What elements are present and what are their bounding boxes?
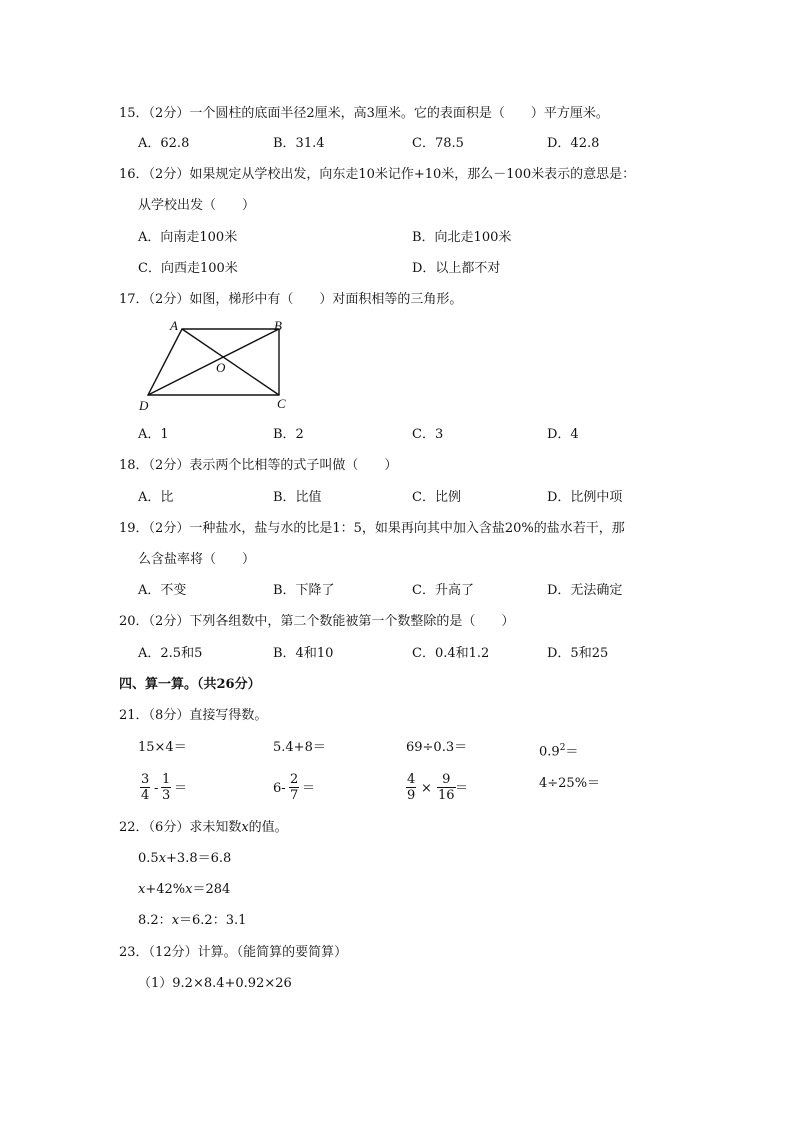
diagonal-ac xyxy=(182,329,279,395)
q21-f2-eq: ＝ xyxy=(302,781,316,796)
trapezoid-figure xyxy=(136,314,296,414)
q21-f4: 4÷25%＝ xyxy=(539,776,601,791)
q21-f3-den: 9 xyxy=(407,788,416,803)
q20-option-d: D．5和25 xyxy=(547,646,609,661)
q22-eq1-b: +3.8＝6.8 xyxy=(166,851,232,866)
diagonal-bd xyxy=(148,329,279,395)
label-a: A xyxy=(170,318,178,333)
q22-eq2-c: ＝284 xyxy=(192,882,231,897)
q21-f3-eq: ＝ xyxy=(455,781,469,796)
label-b: B xyxy=(274,318,282,333)
q15-option-b: B．31.4 xyxy=(273,136,325,151)
q18-option-c: C．比例 xyxy=(412,490,461,505)
q20-option-b: B．4和10 xyxy=(273,646,334,661)
section-heading: 四、算一算。（共26分） xyxy=(119,677,261,692)
q21-item-3: 69÷0.3＝ xyxy=(406,740,468,755)
q17-stem: 17．（2分）如图，梯形中有（ ）对面积相等的三角形。 xyxy=(119,292,463,307)
q21-f2-den: 7 xyxy=(290,788,299,803)
q16-option-b: B．向北走100米 xyxy=(412,230,512,245)
q22-eq3-x: x xyxy=(171,913,180,928)
q22-stem-a: 22．（6分）求未知数 xyxy=(119,820,242,835)
q21-f1-den: 4 xyxy=(141,788,150,803)
q22-eq2-x1: x xyxy=(138,882,146,897)
q21-f3-den2: 16 xyxy=(438,788,455,803)
q17-option-c: C．3 xyxy=(412,427,444,442)
q22-stem-x: x xyxy=(241,820,249,835)
q18-option-a: A．比 xyxy=(138,490,174,505)
q21-item-1: 15×4＝ xyxy=(138,740,187,755)
label-d: D xyxy=(139,398,149,413)
q21-f3-times: × xyxy=(421,781,432,796)
q21-item-4-base: 0.9 xyxy=(539,744,560,760)
q20-stem: 20．（2分）下列各组数中，第二个数能被第一个数整除的是（ ） xyxy=(119,614,515,629)
q23-sub-1: （1）9.2×8.4+0.92×26 xyxy=(138,976,292,991)
q16-option-d: D．以上都不对 xyxy=(412,261,501,276)
q22-equation-3 xyxy=(138,912,246,930)
q16-option-c: C．向西走100米 xyxy=(138,261,238,276)
q21-f3-frac-a xyxy=(406,772,416,803)
q18-stem: 18．（2分）表示两个比相等的式子叫做（ ） xyxy=(119,458,398,473)
q21-f1-frac-b xyxy=(161,772,171,803)
q22-eq3-b: ＝6.2：3.1 xyxy=(179,913,247,928)
q21-item-2: 5.4+8＝ xyxy=(273,740,326,755)
q19-option-a: A．不变 xyxy=(138,583,187,598)
q19-stem: 19．（2分）一种盐水，盐与水的比是1：5，如果再向其中加入含盐20%的盐水若干，那 xyxy=(119,521,625,536)
q22-eq2-b: +42% xyxy=(145,882,186,897)
q19-option-d: D．无法确定 xyxy=(547,583,623,598)
q15-option-a: A．62.8 xyxy=(138,136,190,151)
q21-item-4-eq: ＝ xyxy=(565,744,579,760)
q18-option-d: D．比例中项 xyxy=(547,490,623,505)
q18-option-b: B．比值 xyxy=(273,490,322,505)
q17-option-d: D．4 xyxy=(547,427,579,442)
q15-option-c: C．78.5 xyxy=(412,136,464,151)
q21-item-4-exp: 2 xyxy=(559,743,566,753)
q22-stem xyxy=(119,819,288,837)
q21-f3-num2: 9 xyxy=(442,772,451,787)
q22-eq3-a: 8.2： xyxy=(138,913,172,928)
q21-f1-frac-a xyxy=(140,772,150,803)
q17-option-b: B．2 xyxy=(273,427,304,442)
q19-option-b: B．下降了 xyxy=(273,583,335,598)
q22-eq1-a: 0.5 xyxy=(138,851,159,866)
q21-f1-minus: - xyxy=(154,781,159,796)
q22-stem-b: 的值。 xyxy=(248,820,288,835)
q17-option-a: A．1 xyxy=(138,427,169,442)
q22-equation-1 xyxy=(138,850,231,868)
q21-f2-frac xyxy=(289,772,299,803)
q15-stem: 15．（2分）一个圆柱的底面半径2厘米，高3厘米。它的表面积是（ ）平方厘米。 xyxy=(119,106,609,121)
q21-f3-frac-b xyxy=(437,772,456,803)
label-o: O xyxy=(216,360,226,375)
q20-option-a: A．2.5和5 xyxy=(138,646,203,661)
q23-stem: 23．（12分）计算。（能简算的要简算） xyxy=(119,945,348,960)
q21-f1-eq: ＝ xyxy=(174,781,188,796)
q16-stem: 16．（2分）如果规定从学校出发，向东走10米记作+10米，那么－100米表示的意思是： xyxy=(119,167,636,182)
q22-eq1-x: x xyxy=(158,851,167,866)
q21-f3-num: 4 xyxy=(407,772,416,787)
q21-f2-pre: 6- xyxy=(273,781,286,796)
q21-f1-num2: 1 xyxy=(162,772,171,787)
q16-stem-cont: 从学校出发（ ） xyxy=(138,198,256,213)
q21-f1-num: 3 xyxy=(141,772,150,787)
q22-eq2-x2: x xyxy=(185,882,193,897)
q15-option-d: D．42.8 xyxy=(547,136,600,151)
q20-option-c: C．0.4和1.2 xyxy=(412,646,490,661)
q19-option-c: C．升高了 xyxy=(412,583,474,598)
q21-f1-den2: 3 xyxy=(162,788,171,803)
q21-f2-num: 2 xyxy=(290,772,299,787)
q21-stem: 21．（8分）直接写得数。 xyxy=(119,708,268,723)
q19-stem-cont: 么含盐率将（ ） xyxy=(138,552,256,567)
q16-option-a: A．向南走100米 xyxy=(138,230,238,245)
label-c: C xyxy=(277,396,286,411)
q22-equation-2 xyxy=(138,881,230,899)
q21-item-4 xyxy=(539,739,578,761)
